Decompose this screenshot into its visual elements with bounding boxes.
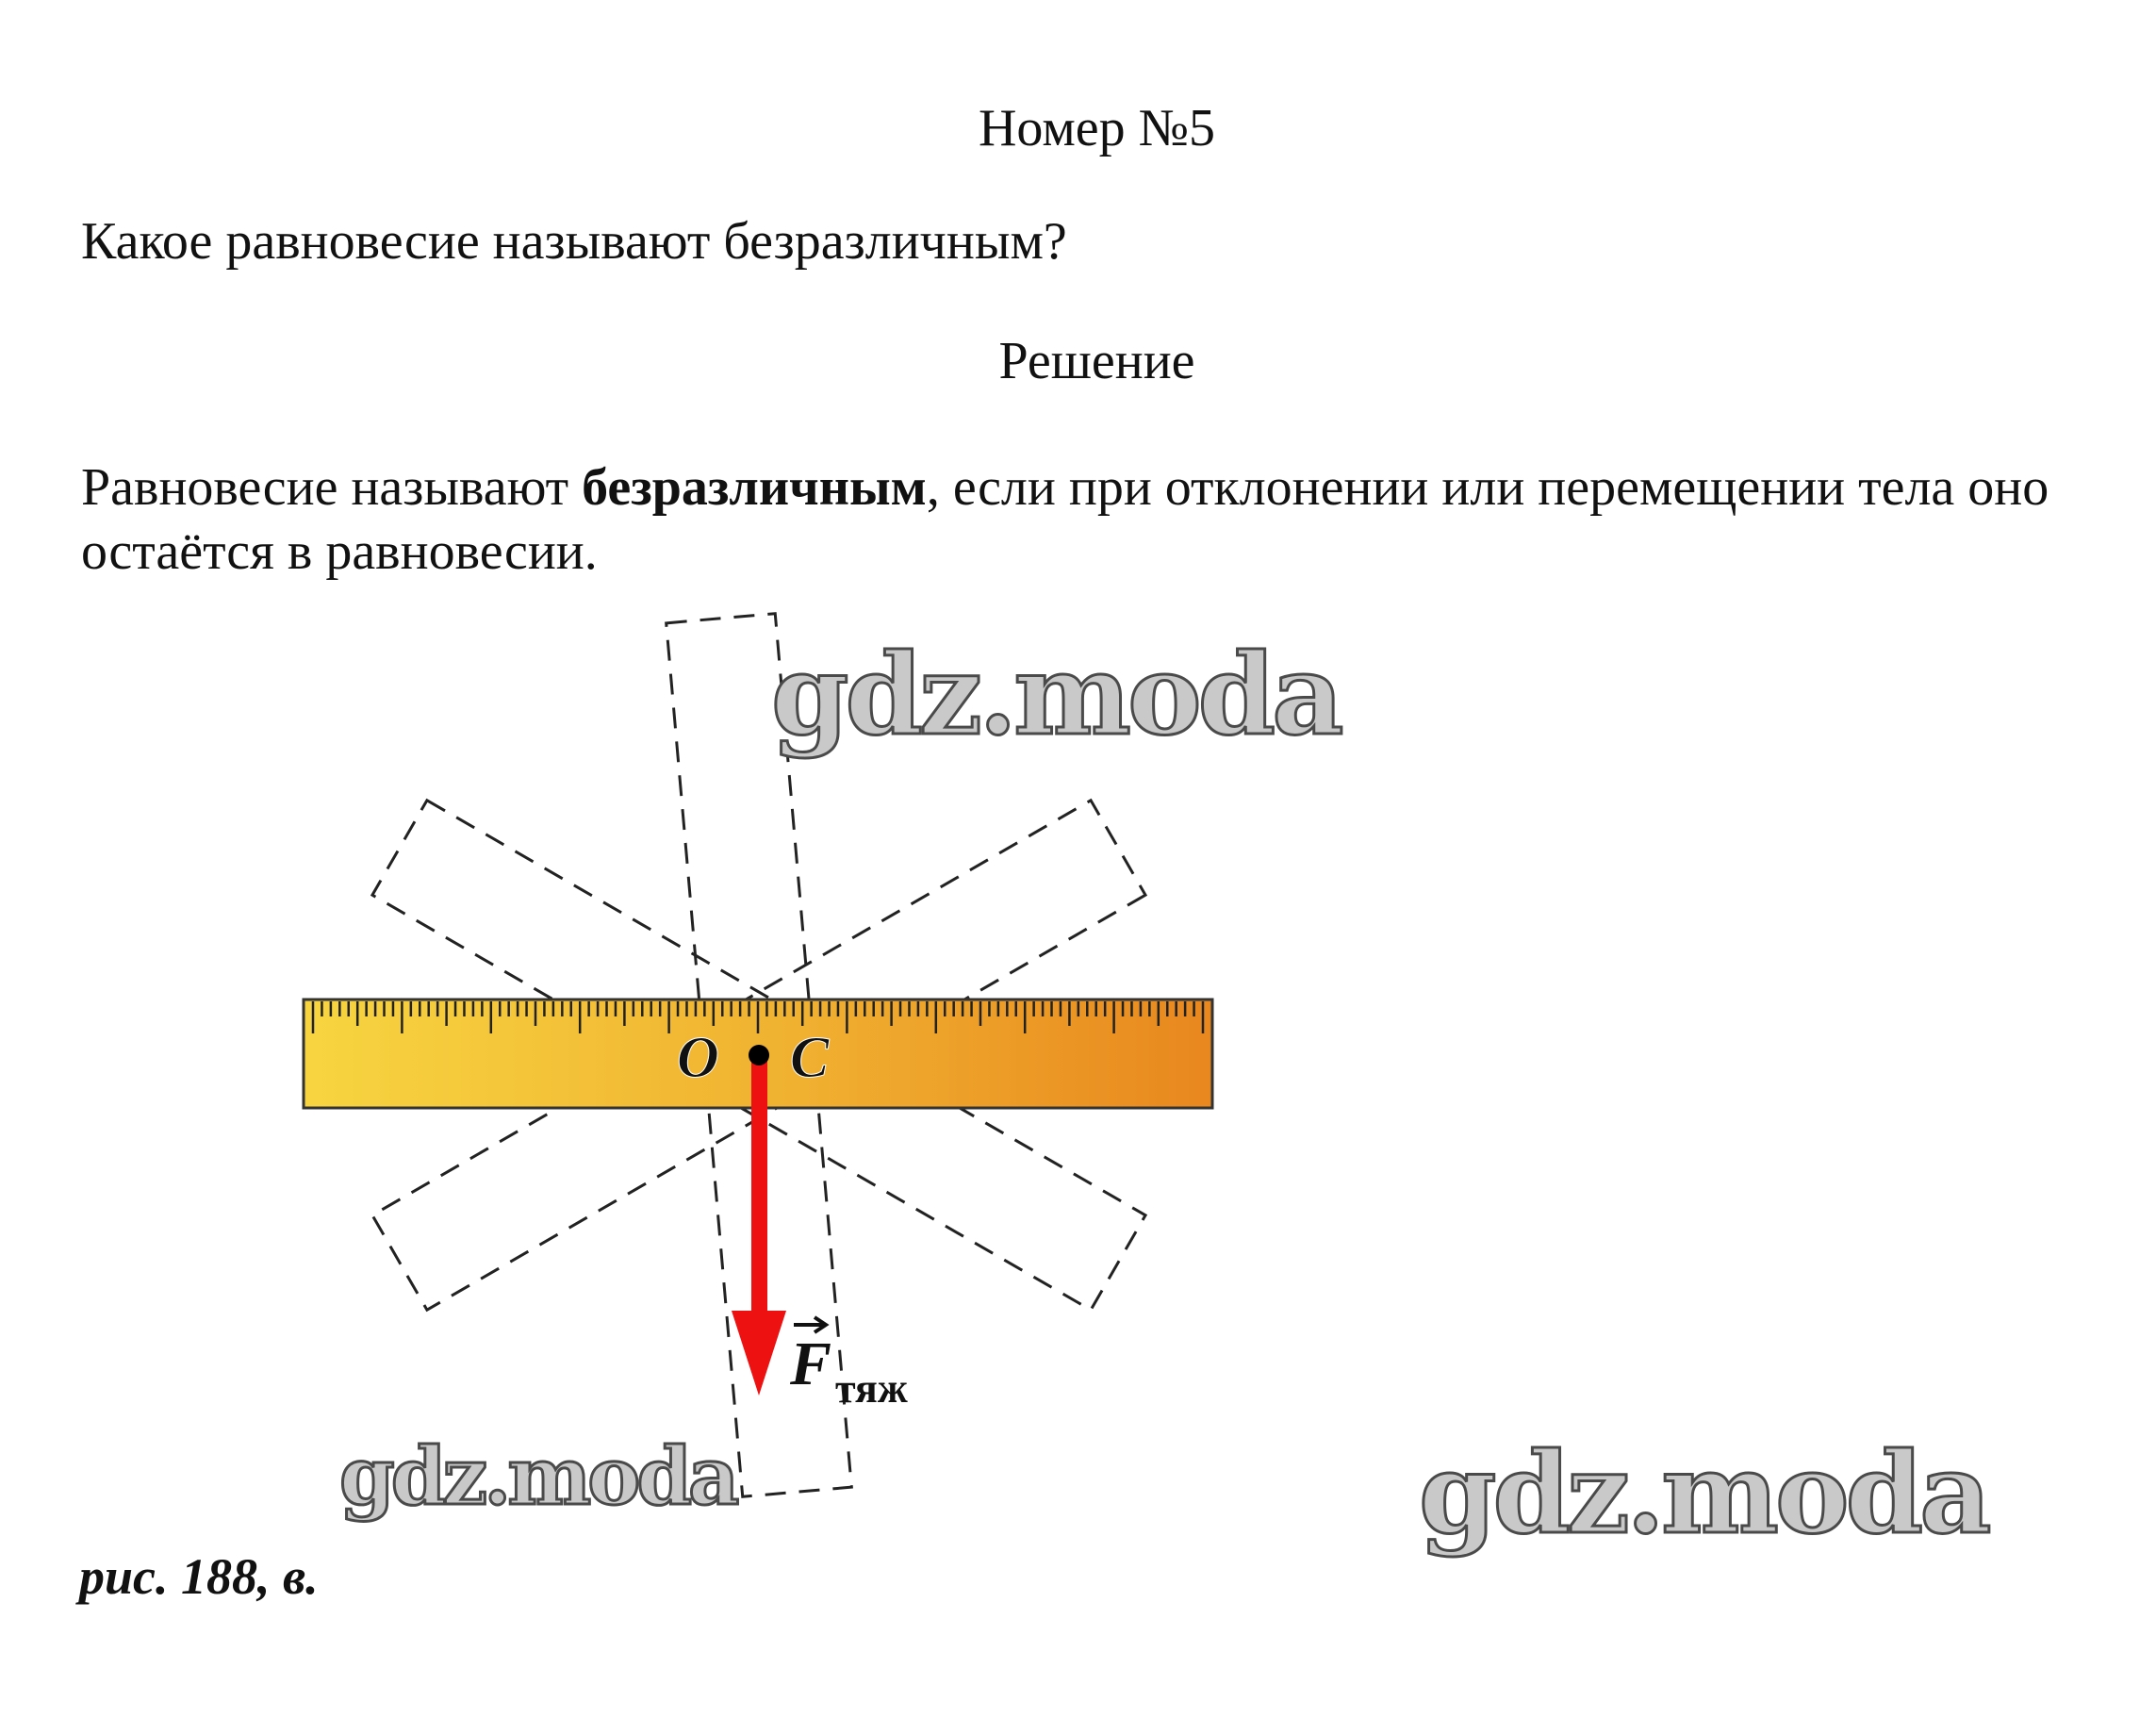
watermark-bottom-right: gdz.moda: [1419, 1428, 1988, 1559]
answer-bold-term: безразличным: [582, 458, 927, 517]
arrow-shaft: [751, 1054, 767, 1323]
label-o: O: [677, 1026, 719, 1090]
question-text: Какое равновесие называют безразличным?: [81, 212, 1067, 271]
pivot-point: [749, 1045, 769, 1065]
watermark-bottom-left: gdz.moda: [339, 1429, 736, 1523]
page-heading: Номер №5: [978, 99, 1216, 157]
label-c: C: [790, 1026, 830, 1090]
force-label: [789, 1317, 908, 1412]
answer-text-end: , если при отклонении или перемещении тела оно остаётся в равновесии.: [81, 458, 2049, 581]
answer-text-start: Равновесие называют: [81, 458, 583, 517]
solution-heading: Решение: [998, 332, 1195, 390]
arrow-head: [732, 1311, 786, 1396]
figure-caption: рис. 188, в.: [79, 1548, 319, 1605]
watermark-top: gdz.moda: [771, 629, 1341, 760]
force-subscript: тяж: [835, 1365, 908, 1412]
force-symbol: F: [790, 1330, 832, 1398]
